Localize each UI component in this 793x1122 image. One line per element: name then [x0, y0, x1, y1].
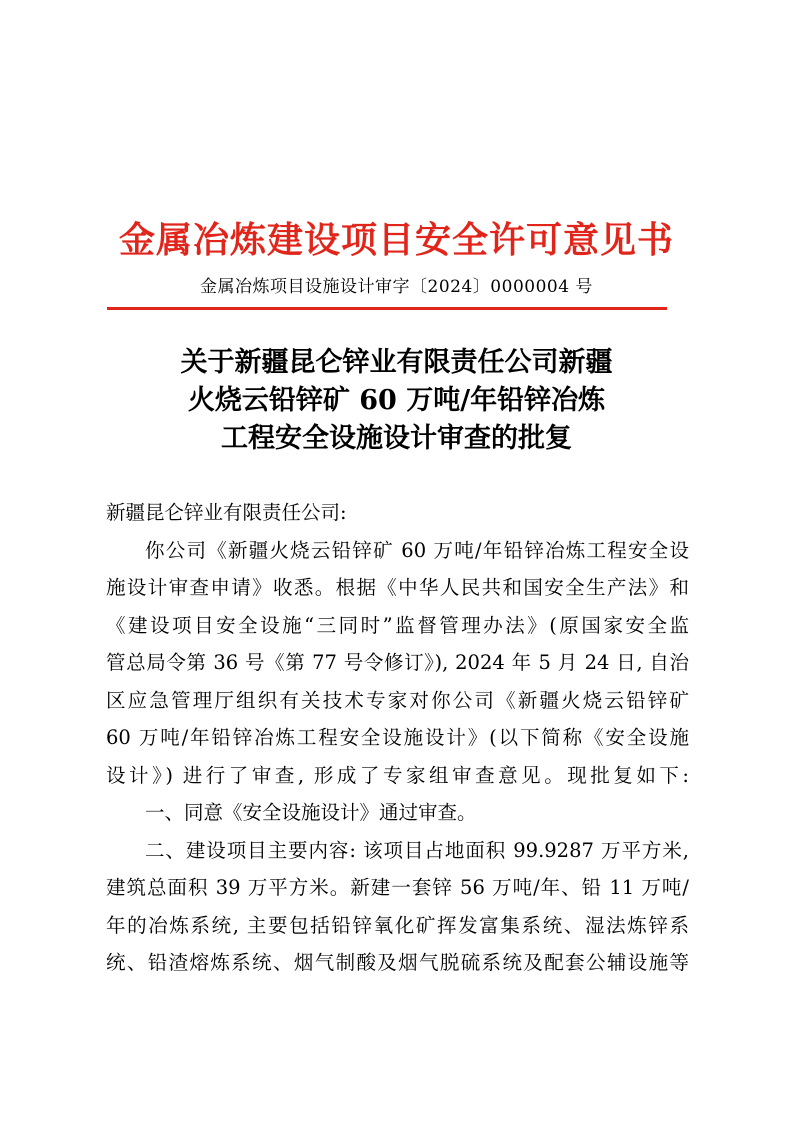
body-line: 区应急管理厅组织有关技术专家对你公司《新疆火烧云铅锌矿	[106, 688, 689, 712]
body-line: 统、铅渣熔炼系统、烟气制酸及烟气脱硫系统及配套公辅设施等	[106, 951, 689, 974]
body-line: 管总局令第 36 号《第 77 号令修订》), 2024 年 5 月 24 日, 自治	[106, 651, 689, 674]
body-line: 建筑总面积 39 万平方米。新建一套锌 56 万吨/年、铅 11 万吨/	[106, 876, 689, 899]
subject-heading	[0, 344, 793, 458]
body-line: 你公司《新疆火烧云铅锌矿 60 万吨/年铅锌冶炼工程安全设	[145, 538, 689, 562]
body-line: 二、建设项目主要内容: 该项目占地面积 99.9287 万平方米,	[145, 838, 689, 862]
document-title: 金属冶炼建设项目安全许可意见书	[118, 219, 674, 261]
body-text	[106, 494, 689, 982]
body-line: 一、同意《安全设施设计》通过审查。	[145, 801, 477, 824]
addressee-line: 新疆昆仑锌业有限责任公司:	[106, 501, 347, 524]
subject-line: 关于新疆昆仑锌业有限责任公司新疆	[180, 347, 613, 378]
document-number: 金属冶炼项目设施设计审字〔2024〕0000004 号	[200, 277, 593, 297]
subject-line: 工程安全设施设计审查的批复	[221, 423, 572, 454]
subject-line: 火烧云铅锌矿 60 万吨/年铅锌冶炼	[187, 385, 606, 416]
red-divider-line	[107, 307, 667, 310]
body-line: 《建设项目安全设施“三同时”监督管理办法》(原国家安全监	[106, 613, 689, 637]
body-line: 60 万吨/年铅锌冶炼工程安全设施设计》(以下简称《安全设施	[106, 726, 689, 749]
body-line: 设计》) 进行了审查, 形成了专家组审查意见。现批复如下:	[106, 763, 689, 787]
body-line: 施设计审查申请》收悉。根据《中华人民共和国安全生产法》和	[106, 576, 689, 599]
body-line: 年的冶炼系统, 主要包括铅锌氧化矿挥发富集系统、湿法炼锌系	[106, 913, 689, 937]
